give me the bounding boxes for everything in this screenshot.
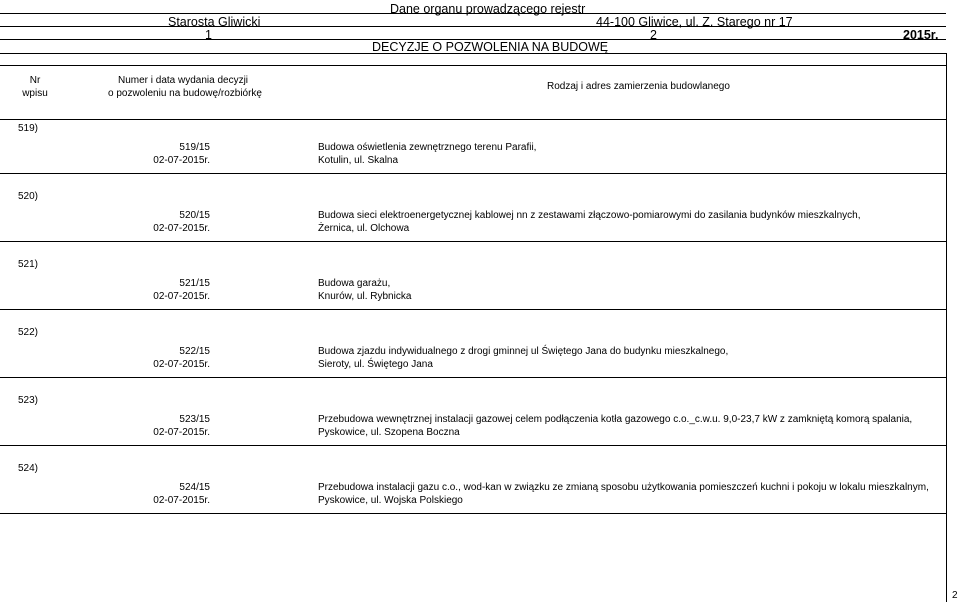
column-header-nr-line2: wpisu bbox=[22, 88, 48, 99]
decision-cell bbox=[140, 209, 210, 235]
row-separator bbox=[0, 513, 946, 514]
purpose-cell bbox=[318, 413, 912, 439]
purpose-cell bbox=[318, 141, 536, 167]
header-rule bbox=[0, 26, 946, 27]
column-header-nr bbox=[20, 74, 50, 100]
purpose-description: Budowa oświetlenia zewnętrznego terenu Parafii, bbox=[318, 142, 537, 153]
page-number: 2 bbox=[952, 590, 958, 601]
column-header-nr-line1: Nr bbox=[29, 75, 41, 86]
purpose-address: Kotulin, ul. Skalna bbox=[318, 155, 399, 166]
header-rule bbox=[0, 39, 946, 40]
header-rule bbox=[0, 65, 946, 66]
decision-number: 524/15 bbox=[179, 482, 210, 493]
column-header-decision-line1: Numer i data wydania decyzji bbox=[117, 75, 249, 86]
purpose-description: Budowa garażu, bbox=[318, 278, 391, 289]
column-header-rule bbox=[0, 119, 946, 120]
purpose-address: Żernica, ul. Olchowa bbox=[318, 223, 410, 234]
decision-number: 523/15 bbox=[179, 414, 210, 425]
header-number-2: 2 bbox=[650, 28, 657, 42]
document-subtitle: DECYZJE O POZWOLENIA NA BUDOWĘ bbox=[372, 40, 609, 54]
purpose-description: Budowa sieci elektroenergetycznej kablowej nn z zestawami złączowo-pomiarowymi do zasilania budynków mieszkalnych, bbox=[318, 210, 861, 221]
row-separator bbox=[0, 173, 946, 174]
purpose-address: Pyskowice, ul. Szopena Boczna bbox=[318, 427, 460, 438]
header-rule bbox=[0, 13, 946, 14]
decision-cell bbox=[140, 413, 210, 439]
row-number: 523) bbox=[18, 395, 39, 406]
row-number: 519) bbox=[18, 123, 39, 134]
purpose-description: Budowa zjazdu indywidualnego z drogi gminnej ul Świętego Jana do budynku mieszkalnego, bbox=[318, 346, 729, 357]
row-separator bbox=[0, 309, 946, 310]
purpose-cell bbox=[318, 209, 860, 235]
purpose-cell bbox=[318, 277, 411, 303]
decision-cell bbox=[140, 277, 210, 303]
row-separator bbox=[0, 377, 946, 378]
row-number: 522) bbox=[18, 327, 39, 338]
decision-date: 02-07-2015r. bbox=[153, 359, 210, 370]
row-number: 524) bbox=[18, 463, 39, 474]
decision-number: 519/15 bbox=[179, 142, 210, 153]
decision-number: 521/15 bbox=[179, 278, 210, 289]
decision-number: 522/15 bbox=[179, 346, 210, 357]
purpose-description: Przebudowa wewnętrznej instalacji gazowej celem podłączenia kotła gazowego c.o._c.w.u. 9,0-23,7 kW z zamkniętą komorą spalania, bbox=[318, 414, 913, 425]
decision-number: 520/15 bbox=[179, 210, 210, 221]
decision-date: 02-07-2015r. bbox=[153, 223, 210, 234]
header-year: 2015r. bbox=[903, 28, 939, 42]
decision-cell bbox=[140, 345, 210, 371]
row-separator bbox=[0, 445, 946, 446]
register-title: Dane organu prowadzącego rejestr bbox=[390, 2, 586, 16]
decision-cell bbox=[140, 141, 210, 167]
decision-cell bbox=[140, 481, 210, 507]
purpose-description: Przebudowa instalacji gazu c.o., wod-kan w związku ze zmianą sposobu użytkowania pomieszczeń kuchni i pokoju w lokalu mieszkalnym, bbox=[318, 482, 929, 493]
purpose-address: Pyskowice, ul. Wojska Polskiego bbox=[318, 495, 463, 506]
purpose-cell bbox=[318, 481, 929, 507]
purpose-address: Knurów, ul. Rybnicka bbox=[318, 291, 412, 302]
column-header-decision bbox=[108, 74, 262, 100]
decision-date: 02-07-2015r. bbox=[153, 427, 210, 438]
decision-date: 02-07-2015r. bbox=[153, 291, 210, 302]
organ-address: 44-100 Gliwice, ul. Z. Starego nr 17 bbox=[596, 15, 793, 29]
purpose-cell bbox=[318, 345, 728, 371]
row-number: 521) bbox=[18, 259, 39, 270]
decision-date: 02-07-2015r. bbox=[153, 155, 210, 166]
row-separator bbox=[0, 241, 946, 242]
column-header-decision-line2: o pozwoleniu na budowę/rozbiórkę bbox=[108, 88, 262, 99]
header-rule bbox=[0, 53, 946, 54]
header-number-1: 1 bbox=[205, 28, 212, 42]
table-right-border bbox=[946, 53, 947, 602]
row-number: 520) bbox=[18, 191, 39, 202]
organ-name: Starosta Gliwicki bbox=[168, 15, 261, 29]
decision-date: 02-07-2015r. bbox=[153, 495, 210, 506]
purpose-address: Sieroty, ul. Świętego Jana bbox=[318, 359, 433, 370]
column-header-purpose: Rodzaj i adres zamierzenia budowlanego bbox=[547, 81, 730, 92]
